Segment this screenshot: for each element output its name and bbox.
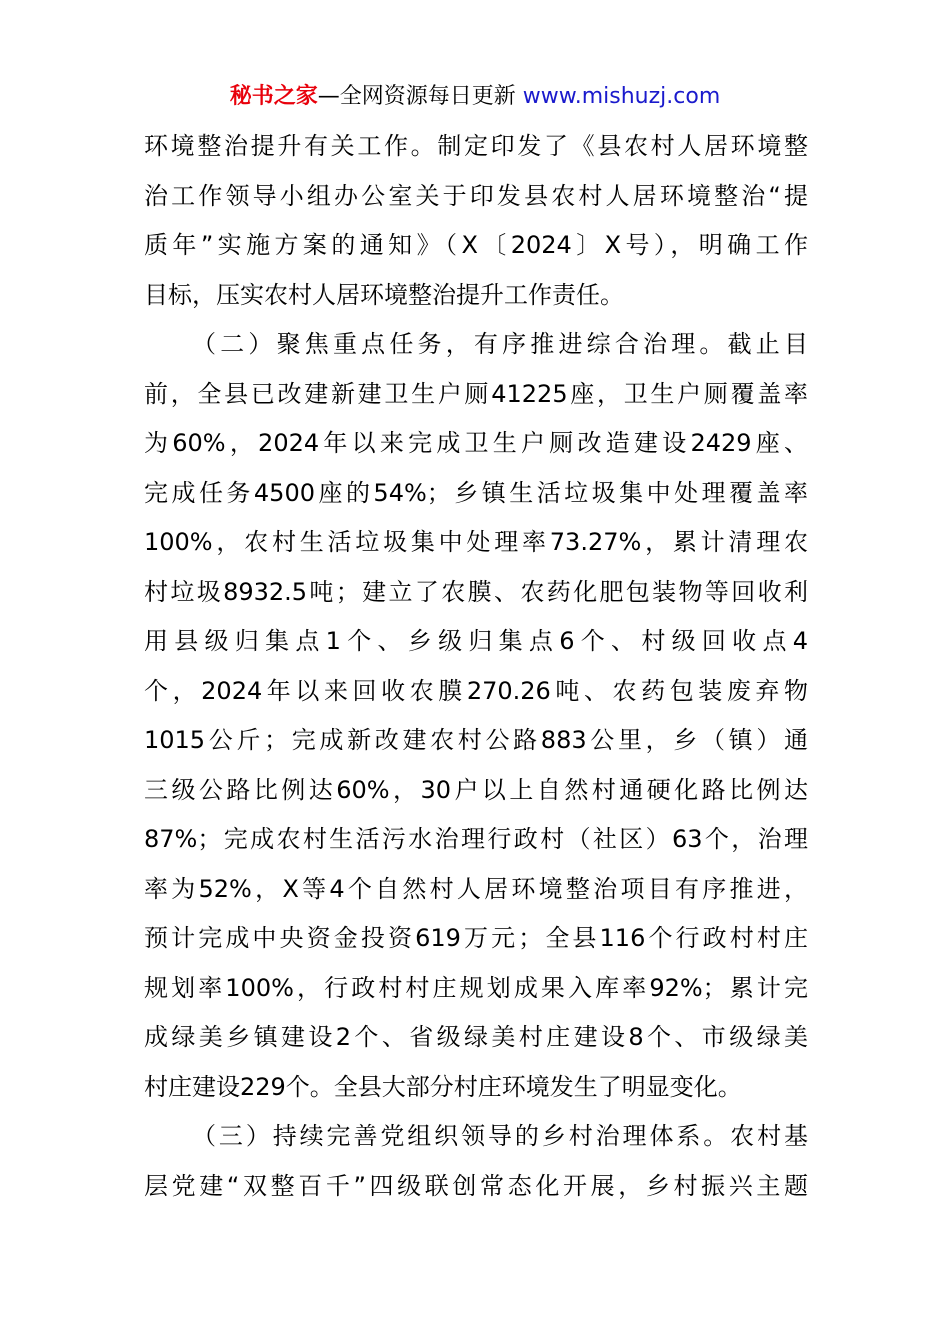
brand-name: 秘书之家	[229, 84, 318, 109]
document-body	[144, 122, 808, 1211]
text-line: 前，全县已改建新建卫生户厕41225座，卫生户厕覆盖率	[144, 379, 808, 408]
text-line: 层党建“双整百千”四级联创常态化开展，乡村振兴主题	[144, 1171, 808, 1200]
text-line: （三）持续完善党组织领导的乡村治理体系。农村基	[192, 1122, 808, 1150]
paragraph-3	[144, 1112, 808, 1211]
text-line: 100%，农村生活垃圾集中处理率73.27%，累计清理农	[144, 528, 808, 556]
paragraph-2	[144, 320, 808, 1112]
text-line: 三级公路比例达60%，30户以上自然村通硬化路比例达	[144, 775, 808, 804]
text-line: 村庄建设229个。全县大部分村庄环境发生了明显变化。	[144, 1072, 742, 1101]
text-line: 目标，压实农村人居环境整治提升工作责任。	[144, 280, 624, 309]
text-line: 预计完成中央资金投资619万元；全县116个行政村村庄	[144, 924, 808, 952]
site-url[interactable]: www.mishuzj.com	[522, 84, 721, 109]
text-line: 村垃圾8932.5吨；建立了农膜、农药化肥包装物等回收利	[144, 577, 808, 606]
text-line: 成绿美乡镇建设2个、省级绿美村庄建设8个、市级绿美	[144, 1023, 808, 1051]
paragraph-1	[144, 122, 808, 320]
text-line: 治工作领导小组办公室关于印发县农村人居环境整治“提	[144, 181, 808, 210]
text-line: 为60%，2024年以来完成卫生户厕改造建设2429座、	[144, 429, 808, 457]
header-tagline: —全网资源每日更新	[317, 84, 523, 109]
site-header	[0, 80, 950, 114]
text-line: 质年”实施方案的通知》（X〔2024〕X号），明确工作	[144, 231, 808, 259]
text-line: 个，2024年以来回收农膜270.26吨、农药包装废弃物	[144, 676, 808, 705]
text-line: 环境整治提升有关工作。制定印发了《县农村人居环境整	[144, 132, 808, 160]
text-line: 1015公斤；完成新改建农村公路883公里，乡（镇）通	[144, 726, 808, 754]
text-line: 用县级归集点1个、乡级归集点6个、村级回收点4	[144, 627, 808, 655]
text-line: 完成任务4500座的54%；乡镇生活垃圾集中处理覆盖率	[144, 478, 808, 507]
text-line: （二）聚焦重点任务，有序推进综合治理。截止目	[192, 330, 808, 358]
text-line: 87%；完成农村生活污水治理行政村（社区）63个，治理	[144, 825, 808, 853]
text-line: 率为52%，X等4个自然村人居环境整治项目有序推进，	[144, 874, 808, 903]
text-line: 规划率100%，行政村村庄规划成果入库率92%；累计完	[144, 973, 808, 1002]
